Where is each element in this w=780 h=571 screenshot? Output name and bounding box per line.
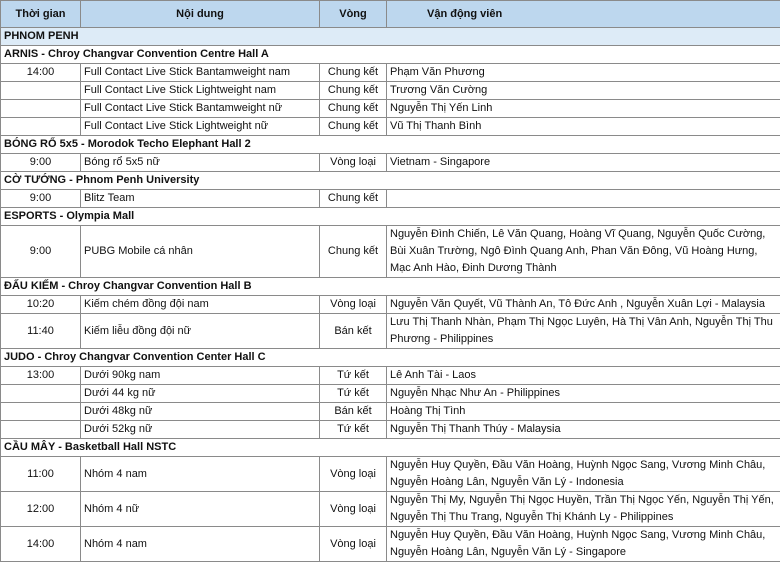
event-round: Chung kết [320,82,387,100]
event-round: Tứ kết [320,385,387,403]
event-time [1,421,81,439]
event-time: 14:00 [1,527,81,562]
event-row [1,367,780,385]
header-time: Thời gian [1,1,81,28]
section-title: PHNOM PENH [1,28,780,46]
event-athletes: Lê Anh Tài - Laos [387,367,780,385]
event-athletes: Trương Văn Cường [387,82,780,100]
event-time [1,118,81,136]
event-athletes: Vũ Thị Thanh Bình [387,118,780,136]
event-time [1,82,81,100]
event-row [1,492,780,527]
event-content: Dưới 44 kg nữ [81,385,320,403]
event-round: Tứ kết [320,367,387,385]
venue-title: ARNIS - Chroy Changvar Convention Centre Hall A [1,46,780,64]
section-row [1,28,780,46]
event-row [1,527,780,562]
header-round: Vòng [320,1,387,28]
event-round: Chung kết [320,118,387,136]
event-round: Vòng loại [320,492,387,527]
event-round: Chung kết [320,190,387,208]
event-round: Vòng loại [320,457,387,492]
event-row [1,118,780,136]
venue-title: ĐẤU KIẾM - Chroy Changvar Convention Hall B [1,278,780,296]
event-row [1,385,780,403]
event-content: Full Contact Live Stick Bantamweight nữ [81,100,320,118]
event-round: Vòng loại [320,154,387,172]
event-athletes: Nguyễn Thị Thanh Thúy - Malaysia [387,421,780,439]
venue-row [1,46,780,64]
event-athletes: Nguyễn Thị My, Nguyễn Thị Ngọc Huyền, Trần Thị Ngọc Yến, Nguyễn Thị Yến, Nguyễn Thị Thu Trang, Nguyễn Thị Khánh Ly - Philippines [387,492,780,527]
event-round: Bán kết [320,403,387,421]
event-athletes: Nguyễn Đình Chiến, Lê Văn Quang, Hoàng Vĩ Quang, Nguyễn Quốc Cường, Bùi Xuân Trường, Ngô Đình Quang Anh, Phan Văn Đông, Vũ Hoàng Hưng, Mạc Anh Hào, Đinh Dương Thành [387,226,780,278]
venue-title: BÓNG RỔ 5x5 - Morodok Techo Elephant Hall 2 [1,136,780,154]
event-row [1,190,780,208]
event-athletes: Lưu Thị Thanh Nhàn, Phạm Thị Ngọc Luyên, Hà Thị Vân Anh, Nguyễn Thị Thu Phương - Philippines [387,314,780,349]
event-row [1,82,780,100]
venue-row [1,278,780,296]
event-time: 9:00 [1,226,81,278]
event-athletes: Phạm Văn Phương [387,64,780,82]
venue-row [1,136,780,154]
event-content: Dưới 90kg nam [81,367,320,385]
event-time: 10:20 [1,296,81,314]
event-time: 11:00 [1,457,81,492]
event-content: Dưới 48kg nữ [81,403,320,421]
event-row [1,296,780,314]
header-athletes: Vận động viên [387,1,780,28]
event-row [1,314,780,349]
event-content: Blitz Team [81,190,320,208]
venue-title: CẦU MÂY - Basketball Hall NSTC [1,439,780,457]
event-content: PUBG Mobile cá nhân [81,226,320,278]
event-round: Bán kết [320,314,387,349]
event-athletes: Nguyễn Văn Quyết, Vũ Thành An, Tô Đức Anh , Nguyễn Xuân Lợi - Malaysia [387,296,780,314]
event-round: Tứ kết [320,421,387,439]
event-content: Full Contact Live Stick Lightweight nam [81,82,320,100]
event-athletes: Nguyễn Huy Quyền, Đầu Văn Hoàng, Huỳnh Ngọc Sang, Vương Minh Châu, Nguyễn Hoàng Lân, Nguyễn Văn Lý - Singapore [387,527,780,562]
event-row [1,154,780,172]
event-content: Kiếm chém đồng đội nam [81,296,320,314]
venue-row [1,208,780,226]
event-time: 9:00 [1,190,81,208]
event-time: 12:00 [1,492,81,527]
header-row [1,1,780,28]
event-row [1,100,780,118]
event-row [1,421,780,439]
event-round: Vòng loại [320,296,387,314]
event-round: Chung kết [320,100,387,118]
event-row [1,403,780,421]
venue-row [1,439,780,457]
event-athletes: Nguyễn Thị Yến Linh [387,100,780,118]
event-content: Nhóm 4 nữ [81,492,320,527]
event-content: Kiếm liễu đồng đội nữ [81,314,320,349]
event-row [1,457,780,492]
event-athletes: Nguyễn Nhạc Như An - Philippines [387,385,780,403]
event-content: Dưới 52kg nữ [81,421,320,439]
event-time [1,403,81,421]
venue-title: ESPORTS - Olympia Mall [1,208,780,226]
venue-row [1,172,780,190]
event-athletes: Nguyễn Huy Quyền, Đầu Văn Hoàng, Huỳnh Ngọc Sang, Vương Minh Châu, Nguyễn Hoàng Lân, Nguyễn Văn Lý - Indonesia [387,457,780,492]
venue-row [1,349,780,367]
event-round: Vòng loại [320,527,387,562]
event-row [1,64,780,82]
schedule-body [1,28,780,562]
venue-title: CỜ TƯỚNG - Phnom Penh University [1,172,780,190]
venue-title: JUDO - Chroy Changvar Convention Center Hall C [1,349,780,367]
event-athletes: Hoàng Thị Tình [387,403,780,421]
event-content: Nhóm 4 nam [81,527,320,562]
event-content: Full Contact Live Stick Bantamweight nam [81,64,320,82]
event-time: 9:00 [1,154,81,172]
event-row [1,226,780,278]
header-content: Nội dung [81,1,320,28]
event-athletes: Vietnam - Singapore [387,154,780,172]
event-time: 11:40 [1,314,81,349]
event-content: Bóng rổ 5x5 nữ [81,154,320,172]
event-time [1,100,81,118]
event-athletes [387,190,780,208]
event-content: Full Contact Live Stick Lightweight nữ [81,118,320,136]
event-time: 14:00 [1,64,81,82]
event-round: Chung kết [320,64,387,82]
event-time: 13:00 [1,367,81,385]
event-content: Nhóm 4 nam [81,457,320,492]
event-round: Chung kết [320,226,387,278]
event-time [1,385,81,403]
